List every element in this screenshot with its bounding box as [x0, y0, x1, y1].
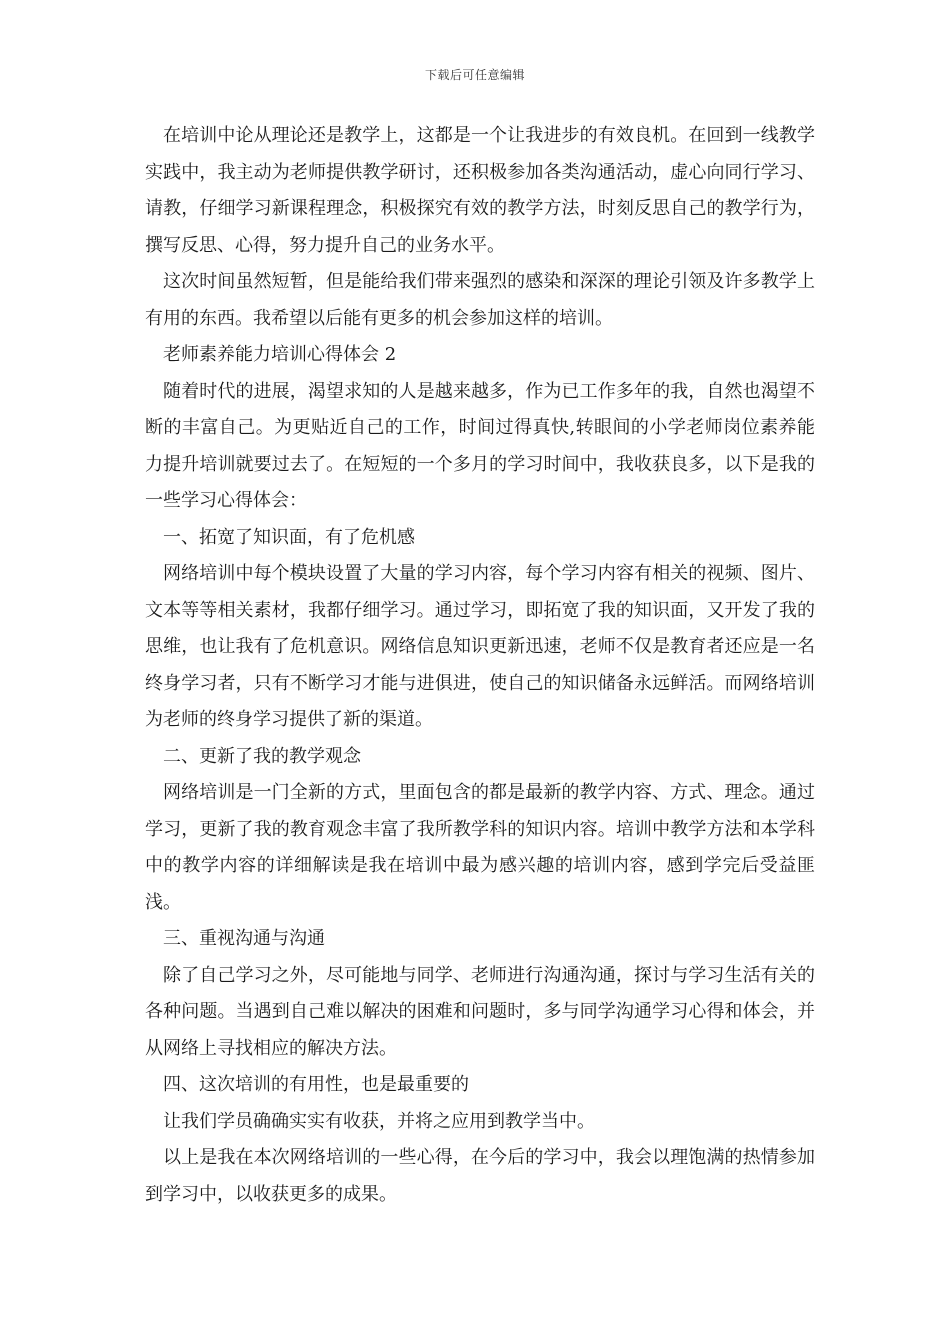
document-body [145, 118, 815, 1213]
section-heading: 三、重视沟通与沟通 [163, 928, 325, 949]
paragraph: 随着时代的进展，渴望求知的人是越来越多，作为已工作多年的我，自然也渴望不断的丰富自己。为更贴近自己的工作，时间过得真快,转眼间的小学老师岗位素养能力提升培训就要过去了。在短短的一个多月的学习时间中，我收获良多，以下是我的一些学习心得体会： [145, 380, 815, 511]
paragraph: 让我们学员确确实实有收获，并将之应用到教学当中。 [163, 1110, 595, 1132]
paragraph: 除了自己学习之外，尽可能地与同学、老师进行沟通沟通，探讨与学习生活有关的各种问题。当遇到自己难以解决的困难和问题时，多与同学沟通学习心得和体会，并从网络上寻找相应的解决方法。 [145, 964, 815, 1059]
paragraph: 这次时间虽然短暂，但是能给我们带来强烈的感染和深深的理论引领及许多教学上有用的东西。我希望以后能有更多的机会参加这样的培训。 [145, 271, 815, 329]
paragraph: 以上是我在本次网络培训的一些心得，在今后的学习中，我会以理饱满的热情参加到学习中，以收获更多的成果。 [145, 1147, 815, 1205]
paragraph: 在培训中论从理论还是教学上，这都是一个让我进步的有效良机。在回到一线教学实践中，我主动为老师提供教学研讨，还积极参加各类沟通活动，虚心向同行学习、请教，仔细学习新课程理念，积极探究有效的教学方法，时刻反思自己的教学行为，撰写反思、心得，努力提升自己的业务水平。 [145, 125, 815, 256]
page-header: 下载后可任意编辑 [424, 68, 525, 82]
section-heading: 二、更新了我的教学观念 [163, 745, 361, 767]
section-heading: 一、拓宽了知识面，有了危机感 [163, 526, 415, 548]
paragraph: 网络培训中每个模块设置了大量的学习内容，每个学习内容有相关的视频、图片、文本等等相关素材，我都仔细学习。通过学习，即拓宽了我的知识面，又开发了我的思维，也让我有了危机意识。网络信息知识更新迅速，老师不仅是教育者还应是一名终身学习者，只有不断学习才能与进俱进，使自己的知识储备永远鲜活。而网络培训为老师的终身学习提供了新的渠道。 [145, 563, 815, 730]
paragraph: 网络培训是一门全新的方式，里面包含的都是最新的教学内容、方式、理念。通过学习，更新了我的教育观念丰富了我所教学科的知识内容。培训中教学方法和本学科中的教学内容的详细解读是我在培训中最为感兴趣的培训内容，感到学完后受益匪浅。 [145, 782, 815, 913]
section-heading: 四、这次培训的有用性，也是最重要的 [163, 1074, 469, 1095]
section-title: 老师素养能力培训心得体会 2 [163, 344, 397, 365]
